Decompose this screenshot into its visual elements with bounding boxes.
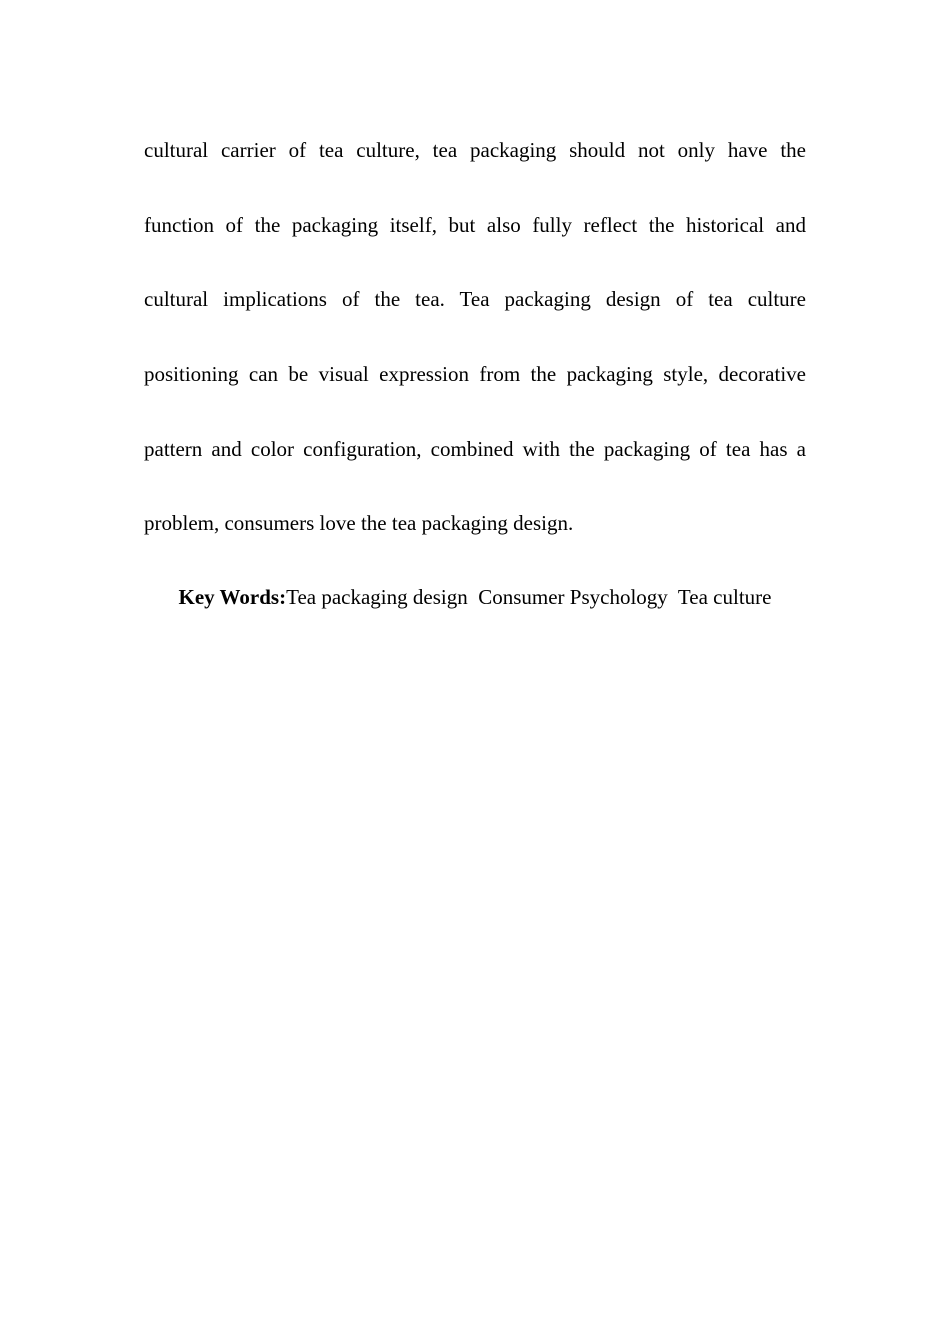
abstract-paragraph [144, 128, 806, 576]
keywords-line [0, 575, 950, 619]
abstract-line: cultural carrier of tea culture, tea packaging should not only have the [144, 138, 806, 162]
abstract-line: positioning can be visual expression from the packaging style, decorative [144, 362, 806, 387]
abstract-line: pattern and color configuration, combined with the packaging of tea has a [144, 436, 806, 461]
keywords-label: Key Words: [178, 585, 287, 609]
keywords-items: Tea packaging design Consumer Psychology Tea culture [286, 585, 772, 609]
abstract-line: function of the packaging itself, but also fully reflect the historical and [144, 212, 806, 237]
abstract-line: problem, consumers love the tea packaging design. [144, 511, 574, 536]
abstract-line: cultural implications of the tea. Tea packaging design of tea culture [144, 287, 806, 312]
